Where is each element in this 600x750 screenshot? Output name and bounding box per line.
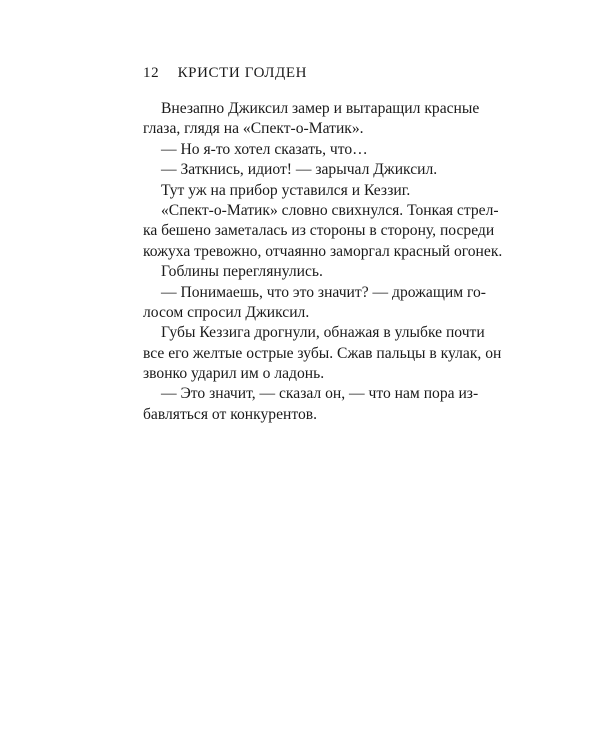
text-line: глаза, глядя на «Спект-о-Матик». [143,120,364,138]
text-line: — Но я-то хотел сказать, что… [161,140,368,158]
text-line: Гоблины переглянулись. [161,263,323,281]
running-title: КРИСТИ ГОЛДЕН [177,65,308,81]
text-line: звонко ударил им о ладонь. [143,365,325,383]
body-text [143,99,503,425]
text-line: «Спект-о-Матик» словно свихнулся. Тонкая стрел- [161,201,499,219]
text-line: лосом спросил Джиксил. [143,303,310,321]
text-line: все его желтые острые зубы. Сжав пальцы в кулак, он [143,344,502,362]
page-number: 12 [143,65,160,81]
text-line: Внезапно Джиксил замер и вытаращил красные [161,100,480,117]
text-line: бавляться от конкурентов. [143,405,317,423]
text-line: Губы Кеззига дрогнули, обнажая в улыбке почти [161,324,485,342]
text-line: — Это значит, — сказал он, — что нам пора из- [161,385,479,403]
running-head [143,65,307,82]
text-line: — Заткнись, идиот! — зарычал Джиксил. [161,161,438,179]
text-line: — Понимаешь, что это значит? — дрожащим го- [161,283,486,301]
text-line: ка бешено заметалась из стороны в сторону, посреди [143,222,495,240]
text-line: Тут уж на прибор уставился и Кеззиг. [161,181,411,199]
text-line: кожуха тревожно, отчаянно заморгал красный огонек. [143,242,503,260]
